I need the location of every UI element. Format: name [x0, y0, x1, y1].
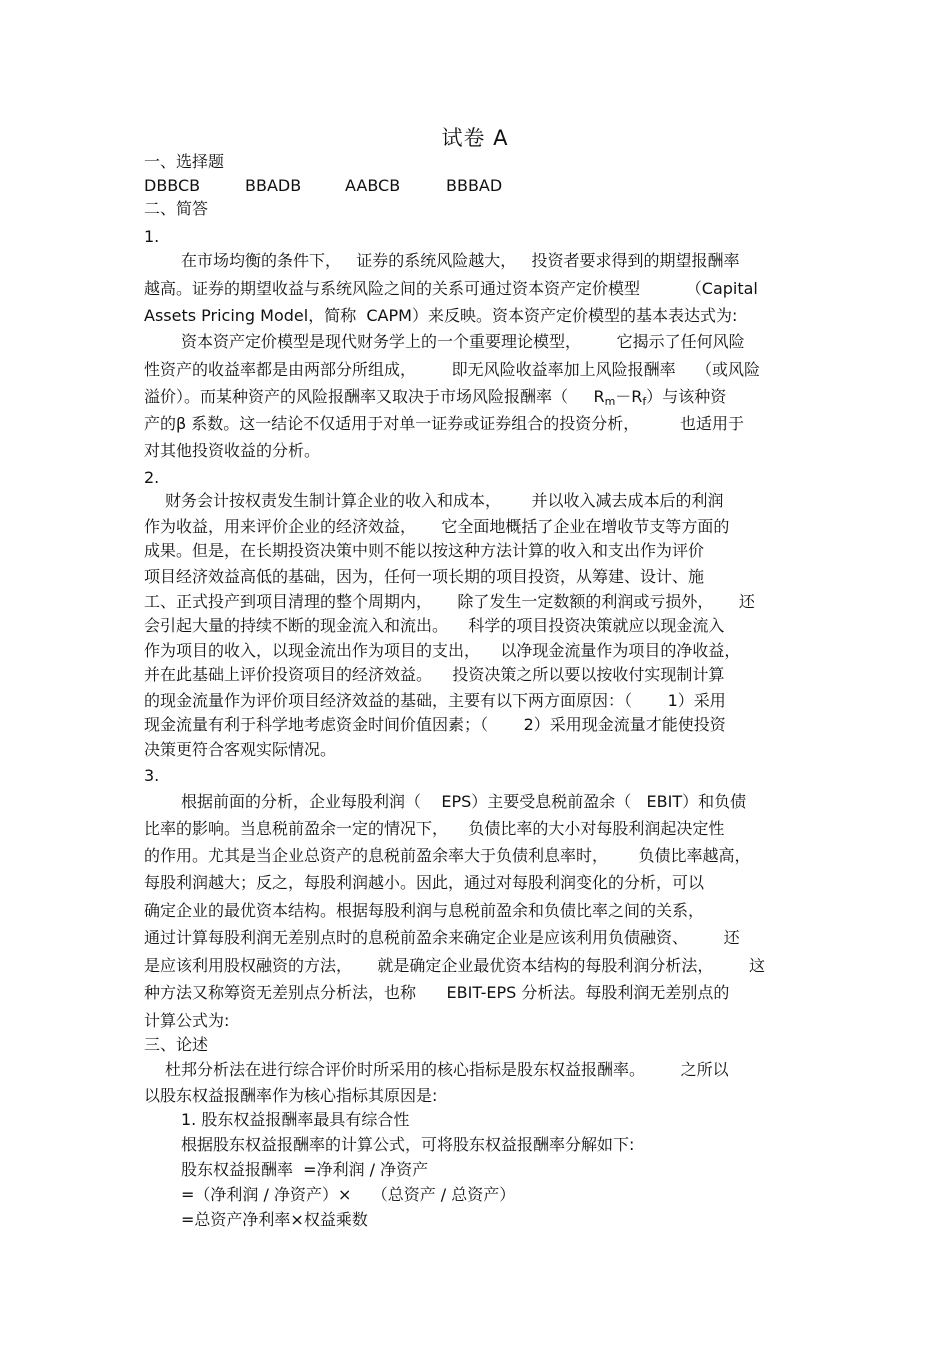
q3-line: 的作用。尤其是当企业总资产的息税前盈余率大于负债利息率时， 负债比率越高， [144, 846, 751, 865]
answer-group-3: AABCB [345, 176, 401, 195]
page-title: 试卷 A [441, 126, 509, 150]
q2-line: 工、正式投产到项目清理的整个周期内， 除了发生一定数额的利润或亏损外， 还 [144, 592, 755, 611]
q3-line: 是应该利用股权融资的方法， 就是确定企业最优资本结构的每股利润分析法， 这 [144, 956, 766, 975]
q3-line: 确定企业的最优资本结构。根据每股利润与息税前盈余和负债比率之间的关系， [144, 901, 705, 920]
essay-subheading: 1. 股东权益报酬率最具有综合性 [181, 1110, 410, 1129]
q3-line: 根据前面的分析，企业每股利润（ EPS）主要受息税前盈余（ EBIT）和负债 [181, 792, 747, 811]
q1-line-tail: ）与该种资 [646, 387, 727, 406]
q1-line: 对其他投资收益的分析。 [144, 441, 321, 460]
essay-heading: 三、论述 [144, 1035, 209, 1054]
q2-line: 财务会计按权责发生制计算企业的收入和成本， 并以收入减去成本后的利润 [165, 491, 724, 510]
q1-line: Assets Pricing Model，简称 CAPM）来反映。资本资产定价模型的基本表达式为: [144, 306, 738, 325]
q2-line: 成果。但是，在长期投资决策中则不能以按这种方法计算的收入和支出作为评价 [144, 541, 705, 560]
q3-number: 3. [144, 766, 160, 785]
essay-line: 以股东权益报酬率作为核心指标其原因是: [144, 1086, 438, 1105]
formula-line: =总资产净利率×权益乘数 [181, 1210, 368, 1229]
q1-line: 资本资产定价模型是现代财务学上的一个重要理论模型， 它揭示了任何风险 [181, 332, 745, 351]
short-answer-heading: 二、简答 [144, 199, 209, 218]
q1-number: 1. [144, 227, 160, 246]
q1-line: 在市场均衡的条件下， 证券的系统风险越大， 投资者要求得到的期望报酬率 [181, 251, 740, 270]
q1-line: 越高。证券的期望收益与系统风险之间的关系可通过资本资产定价模型 （Capital [144, 279, 758, 298]
q3-line: 计算公式为: [144, 1011, 230, 1030]
answer-group-2: BBADB [245, 176, 302, 195]
q1-line-text: 溢价）。而某种资产的风险报酬率又取决于市场风险报酬率（ [144, 387, 569, 406]
q2-line: 项目经济效益高低的基础，因为，任何一项长期的项目投资，从筹建、设计、施 [144, 567, 705, 586]
essay-line: 根据股东权益报酬率的计算公式，可将股东权益报酬率分解如下: [181, 1135, 635, 1154]
q2-number: 2. [144, 468, 160, 487]
q2-line: 并在此基础上评价投资项目的经济效益。 投资决策之所以要以按收付实现制计算 [144, 665, 725, 684]
essay-line: 杜邦分析法在进行综合评价时所采用的核心指标是股东权益报酬率。 之所以 [165, 1060, 729, 1079]
q3-line: 通过计算每股利润无差别点时的息税前盈余来确定企业是应该利用负债融资、 还 [144, 928, 740, 947]
answer-group-1: DBBCB [144, 176, 201, 195]
q2-line: 作为收益，用来评价企业的经济效益， 它全面地概括了企业在增收节支等方面的 [144, 517, 730, 536]
choice-heading: 一、选择题 [144, 152, 225, 171]
answer-group-4: BBBAD [446, 176, 503, 195]
q2-line: 作为项目的收入，以现金流出作为项目的支出， 以净现金流量作为项目的净收益， [144, 641, 741, 660]
q2-line: 会引起大量的持续不断的现金流入和流出。 科学的项目投资决策就应以现金流入 [144, 616, 725, 635]
minus-rf-symbol: －R [615, 387, 643, 406]
q3-line: 比率的影响。当息税前盈余一定的情况下， 负债比率的大小对每股利润起决定性 [144, 819, 725, 838]
rf-subscript: f [642, 395, 647, 408]
rm-subscript: m [604, 395, 616, 408]
q1-line: 性资产的收益率都是由两部分所组成， 即无风险收益率加上风险报酬率 （或风险 [144, 360, 760, 379]
q3-line: 种方法又称筹资无差别点分析法，也称 EBIT-EPS 分析法。每股利润无差别点的 [144, 983, 730, 1002]
formula-line: 股东权益报酬率 =净利润 / 净资产 [181, 1160, 429, 1179]
rm-symbol: R [593, 387, 605, 406]
q3-line: 每股利润越大；反之，每股利润越小。因此，通过对每股利润变化的分析，可以 [144, 873, 705, 892]
q2-line: 现金流量有利于科学地考虑资金时间价值因素；（ 2）采用现金流量才能使投资 [144, 715, 726, 734]
q2-line: 的现金流量作为评价项目经济效益的基础，主要有以下两方面原因：（ 1）采用 [144, 691, 726, 710]
choice-answers [144, 175, 502, 197]
q1-line: 产的β 系数。这一结论不仅适用于对单一证券或证券组合的投资分析， 也适用于 [144, 414, 744, 433]
formula-line: =（净利润 / 净资产）× （总资产 / 总资产） [181, 1185, 516, 1204]
q2-line: 决策更符合客观实际情况。 [144, 740, 337, 759]
q1-line-formula [144, 386, 726, 413]
